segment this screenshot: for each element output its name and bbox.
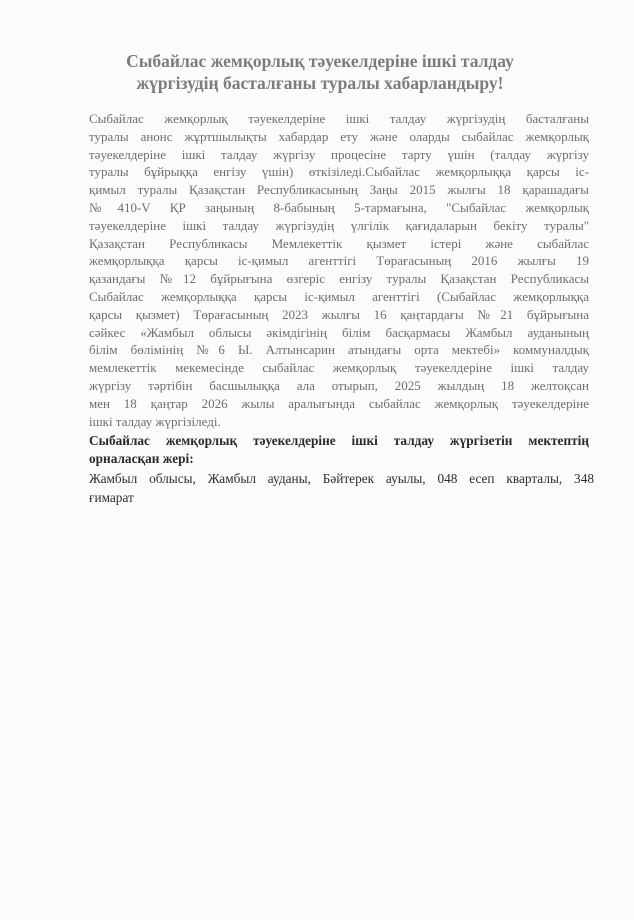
body-line: қазандағы №12 бұйрығына өзгеріс енгізу туралы Қазақстан Республикасы	[89, 271, 589, 287]
location-heading-line: Сыбайлас жемқорлық тәуекелдеріне ішкі талдау жүргізетін мектептің	[89, 433, 589, 448]
body-line: жүргізу тәртібін басшылыққа ала отырып, 2025 жылдың 18 желтоқсан	[89, 377, 589, 393]
body-line: туралы анонс жұртшылықты хабардар ету және оларды сыбайлас жемқорлық	[89, 128, 589, 144]
location-heading	[89, 432, 589, 467]
body-line: мен 18 қаңтар 2026 жылы аралығында сыбайлас жемқорлық тәуекелдеріне	[89, 395, 589, 411]
body-line: қарсы қызмет) Төрағасының 2023 жылғы 16 қаңтардағы №21 бұйрығына	[89, 306, 589, 322]
body-line: Сыбайлас жемқорлыққа қарсы іс-қимыл агенттігі (Сыбайлас жемқорлыққа	[89, 288, 589, 304]
body-line: ішкі талдау жүргізіледі.	[89, 413, 221, 429]
body-line: №410-V ҚР заңының 8-бабының 5-тармағына, "Сыбайлас жемқорлық	[89, 199, 589, 215]
title-line: Сыбайлас жемқорлық тәуекелдеріне ішкі талдау	[126, 51, 514, 71]
location-line: Жамбыл облысы, Жамбыл ауданы, Бәйтерек ауылы, 048 есеп кварталы, 348	[89, 471, 594, 486]
title-line: жүргізудің басталғаны туралы хабарландыру!	[136, 73, 504, 93]
body-line: жемқорлыққа қарсы іс-қимыл агенттігі Төрағасының 2016 жылғы 19	[89, 253, 589, 269]
body-line: қимыл туралы Қазақстан Республикасының Заңы 2015 жылғы 18 қарашадағы	[89, 182, 589, 198]
body-line: сәйкес «Жамбыл облысы әкімдігінің білім басқармасы Жамбыл ауданының	[89, 324, 589, 340]
document-title	[60, 50, 580, 94]
body-line: тәуекелдеріне ішкі талдау жүргізу процесіне тарту үшін (талдау жүргізу	[89, 146, 589, 162]
announcement-body	[89, 110, 589, 430]
location-address	[89, 469, 594, 507]
body-line: білім бөлімінің №6 Ы. Алтынсарин атындағы орта мектебі» коммуналдық	[89, 342, 589, 358]
location-line: ғимарат	[89, 490, 134, 505]
body-line: мемлекеттік мекемесінде сыбайлас жемқорлық тәуекелдеріне ішкі талдау	[89, 360, 589, 376]
body-line: туралы бұйрыққа енгізу үшін) өткізіледі.Сыбайлас жемқорлыққа қарсы іс-	[89, 164, 589, 180]
body-line: тәуекелдеріне ішкі талдау жүргізудің үлгілік қағидаларын бекіту туралы"	[89, 217, 589, 233]
body-line: Қазақстан Республикасы Мемлекеттік қызмет істері және сыбайлас	[89, 235, 589, 251]
location-heading-line: орналасқан жері:	[89, 450, 194, 466]
body-line: Сыбайлас жемқорлық тәуекелдеріне ішкі талдау жүргізудің басталғаны	[89, 111, 589, 126]
